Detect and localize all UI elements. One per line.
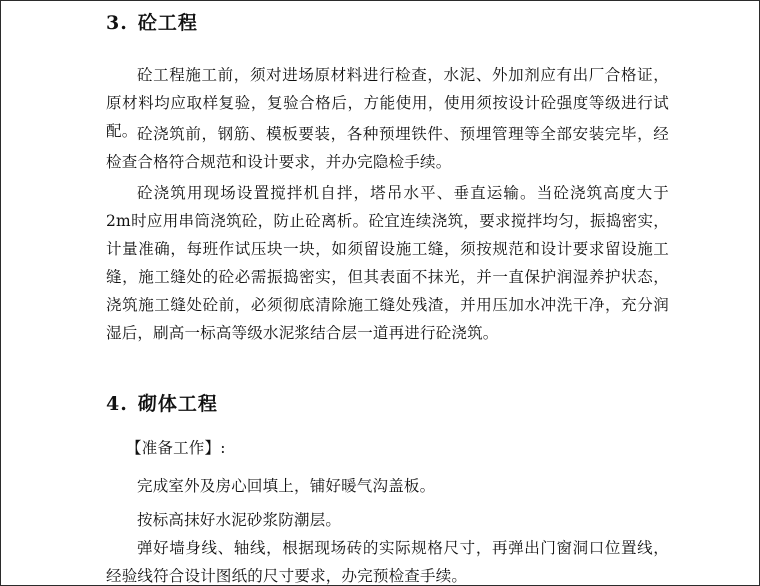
paragraph-damp-proof: 按标高抹好水泥砂浆防潮层。 [137,511,342,529]
section-title: 砼工程 [137,12,198,34]
paragraph-layout-lines: 弹好墙身线、轴线，根据现场砖的实际规格尺寸，再弹出门窗洞口位置线，经验线符合设计图纸的尺寸要求，办完预检查手续。 [106,539,669,585]
paragraph-material-inspection: 砼工程施工前，须对进场原材料进行检查，水泥、外加剂应有出厂合格证，原材料均应取样复验，复验合格后，方能使用，使用须按设计砼强度等级进行试配。 [106,66,669,140]
section-number: 4. [106,393,128,415]
paragraph-backfill: 完成室外及房心回填上，铺好暖气沟盖板。 [137,477,436,495]
section-number: 3. [106,12,128,34]
paragraph-pouring-process: 砼浇筑用现场设置搅拌机自拌，塔吊水平、垂直运输。当砼浇筑高度大于 2m时应用串筒浇筑砼，防止砼离析。砼宜连续浇筑，要求搅拌均匀，振捣密实，计量准确，每班作试压块一块，如须留设施工缝，须按规范和设计要求留设施工缝，施工缝处的砼必需振捣密实，但其表面不抹光，并一直保护润湿养护状态，浇筑施工缝处砼前，必须彻底清除施工缝处残渣，并用压加水冲洗干净，充分润湿后，刷高一标高等级水泥浆结合层一道再进行砼浇筑。 [106,184,669,342]
section-title: 砌体工程 [137,393,218,415]
section-heading-concrete [106,11,198,35]
paragraph-pre-pour-check: 砼浇筑前，钢筋、模板要装，各种预埋铁件、预埋管理等全部安装完毕，经检查合格符合规范和设计要求，并办完隐检手续。 [106,125,669,171]
section-heading-masonry [106,392,218,416]
preparation-label: 【准备工作】: [126,439,226,457]
